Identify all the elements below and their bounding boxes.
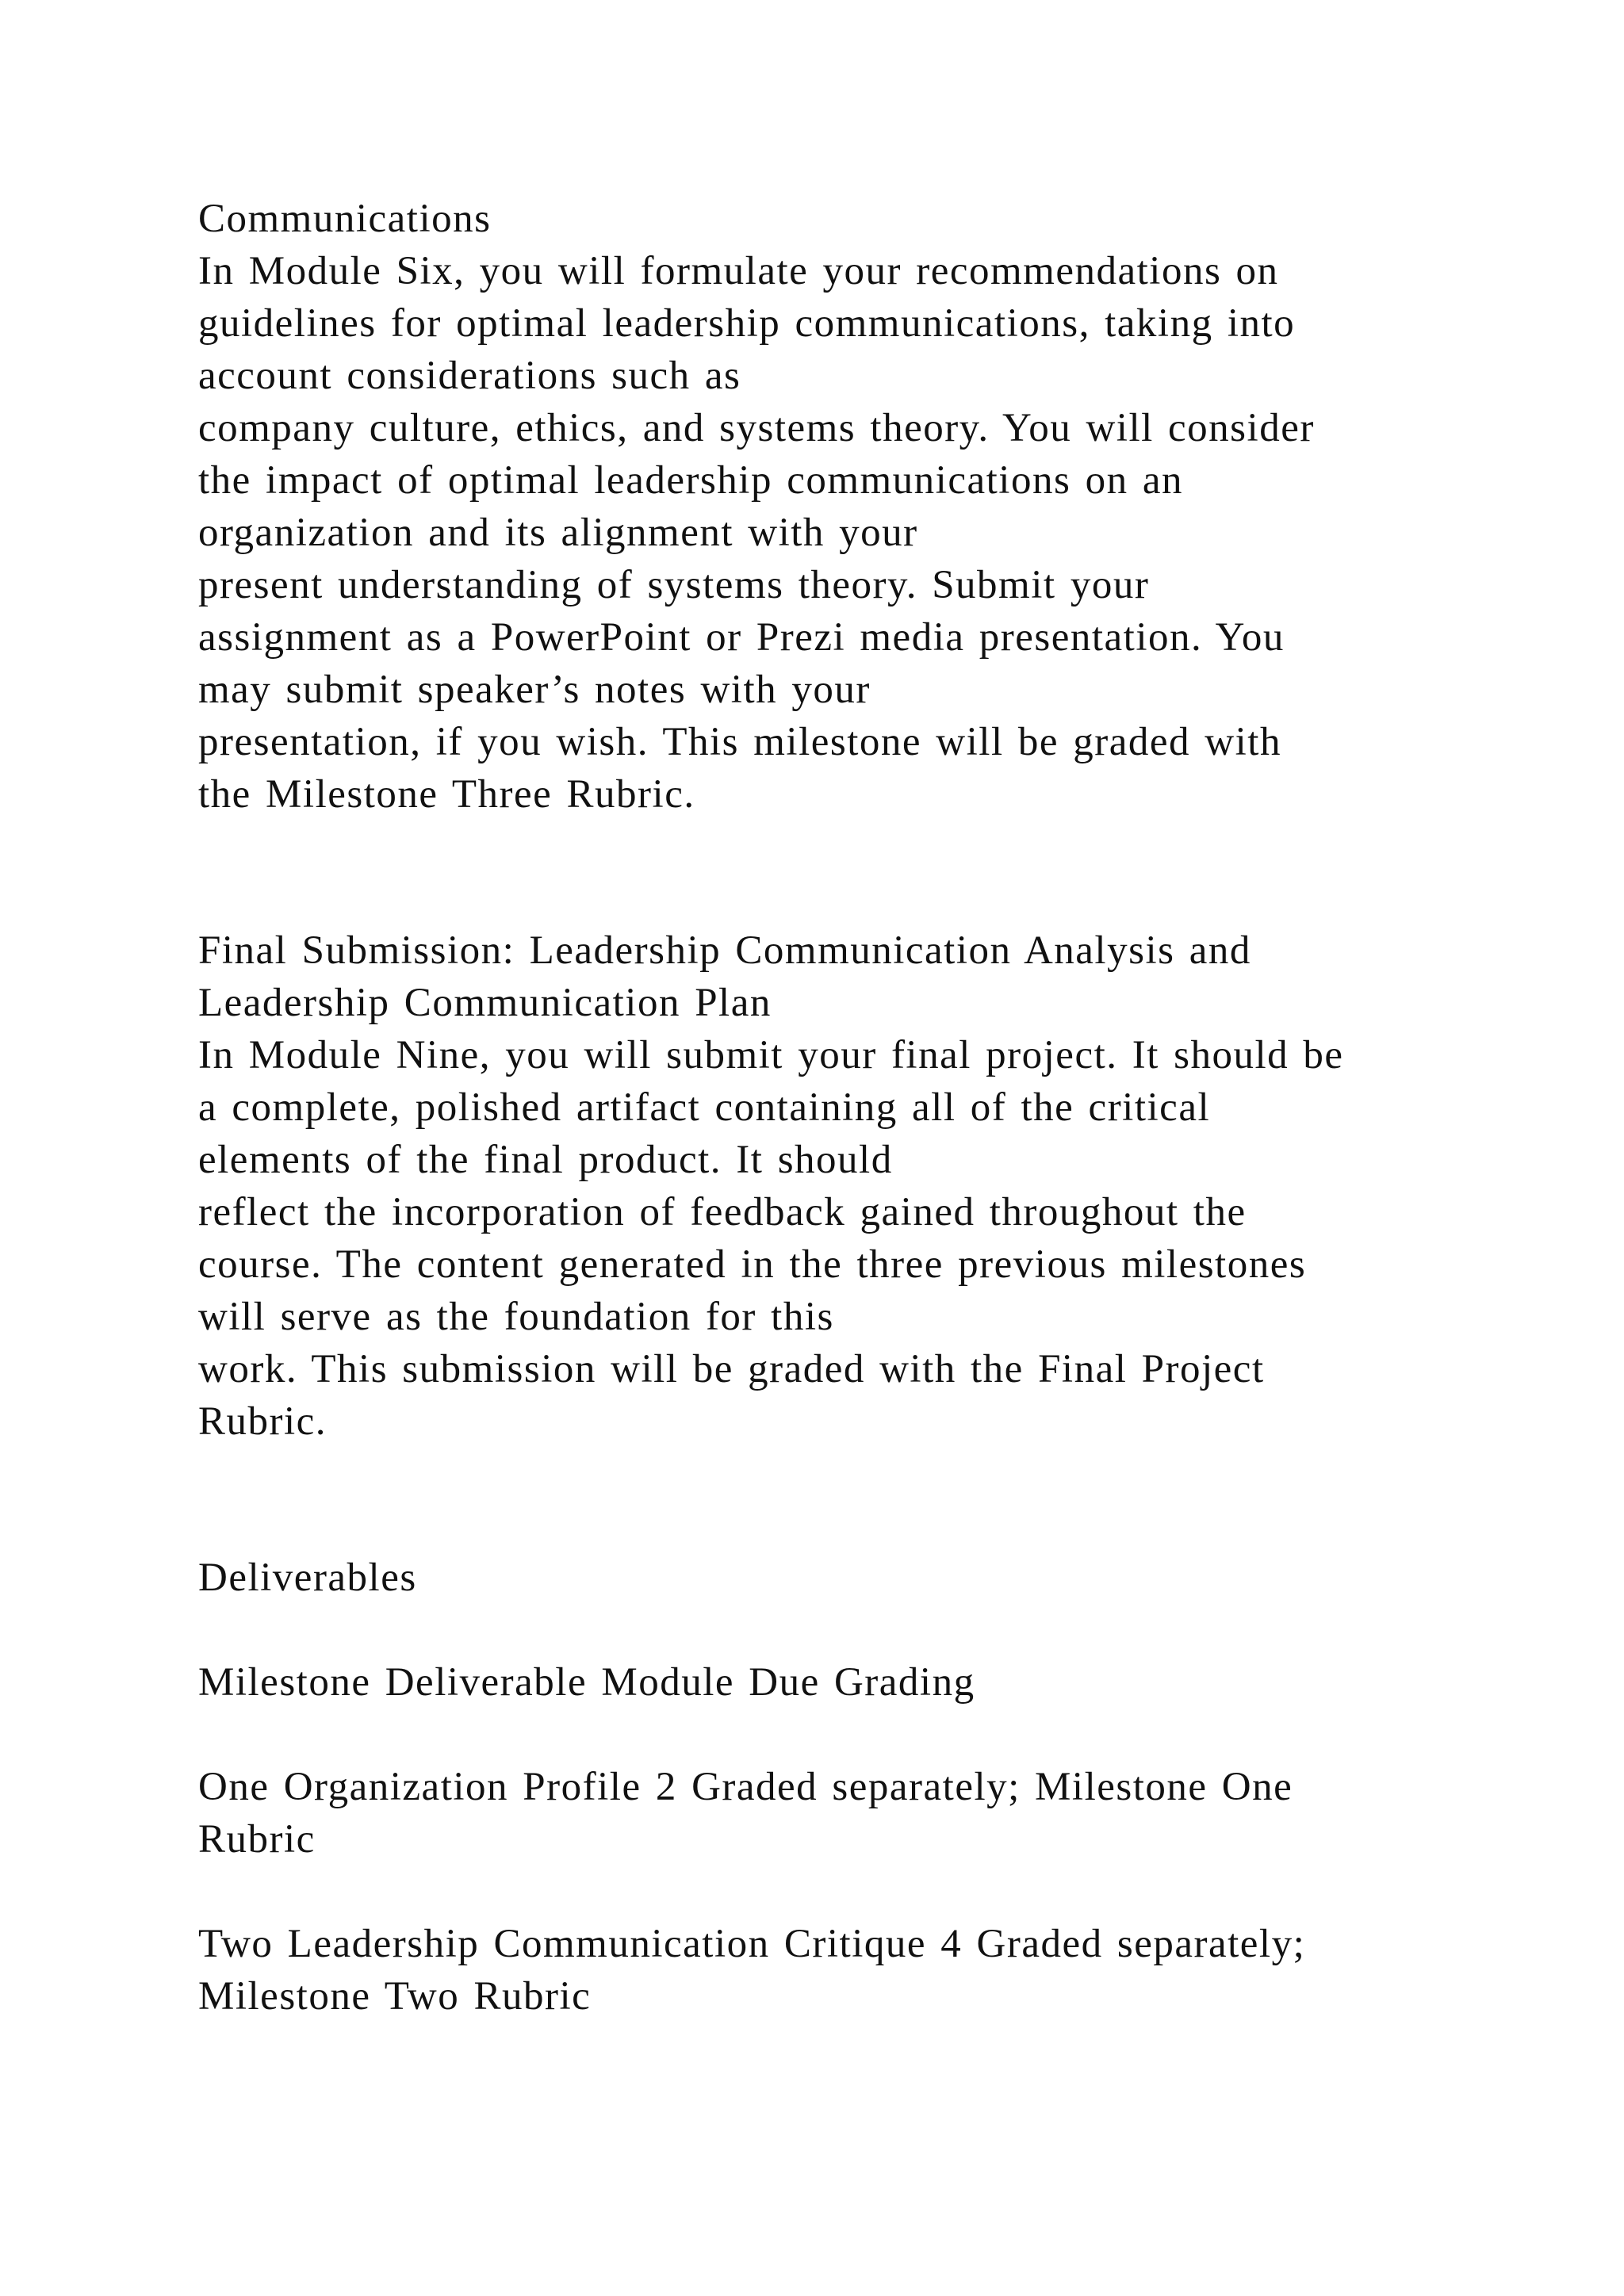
deliverables-row-line: Rubric xyxy=(198,1817,316,1862)
deliverables-row-line: One Organization Profile 2 Graded separately; Milestone One xyxy=(198,1765,1293,1809)
paragraph-line: company culture, ethics, and systems theory. You will consider xyxy=(198,406,1315,450)
section-heading: Communications xyxy=(198,197,492,241)
section-heading: Leadership Communication Plan xyxy=(198,981,772,1025)
deliverables-table-header: Milestone Deliverable Module Due Grading xyxy=(198,1660,975,1705)
final-submission-section xyxy=(198,924,1467,1448)
paragraph-line: organization and its alignment with your xyxy=(198,511,918,555)
section-heading: Final Submission: Leadership Communication Analysis and xyxy=(198,928,1251,973)
paragraph-line: account considerations such as xyxy=(198,354,741,398)
paragraph-line: the Milestone Three Rubric. xyxy=(198,772,695,817)
deliverables-row-line: Milestone Two Rubric xyxy=(198,1974,592,2019)
deliverables-table-header-block xyxy=(198,1656,1467,1709)
deliverables-row-two xyxy=(198,1918,1467,2022)
deliverables-row-line: Two Leadership Communication Critique 4 Graded separately; xyxy=(198,1922,1306,1966)
paragraph-line: In Module Nine, you will submit your final project. It should be xyxy=(198,1033,1344,1077)
paragraph-line: guidelines for optimal leadership communications, taking into xyxy=(198,301,1296,346)
paragraph-line: a complete, polished artifact containing all of the critical xyxy=(198,1085,1211,1130)
paragraph-line: will serve as the foundation for this xyxy=(198,1295,834,1339)
paragraph-line: present understanding of systems theory. Submit your xyxy=(198,563,1150,607)
deliverables-row-one xyxy=(198,1761,1467,1866)
paragraph-line: may submit speaker’s notes with your xyxy=(198,668,871,712)
paragraph-line: assignment as a PowerPoint or Prezi media presentation. You xyxy=(198,615,1285,660)
paragraph-line: In Module Six, you will formulate your recommendations on xyxy=(198,249,1279,293)
paragraph-line: Rubric. xyxy=(198,1399,327,1444)
paragraph-line: reflect the incorporation of feedback gained throughout the xyxy=(198,1190,1247,1234)
paragraph-line: elements of the final product. It should xyxy=(198,1138,893,1182)
deliverables-heading-block xyxy=(198,1552,1467,1604)
paragraph-line: the impact of optimal leadership communications on an xyxy=(198,458,1183,503)
paragraph-line: course. The content generated in the three previous milestones xyxy=(198,1242,1307,1287)
communications-section xyxy=(198,193,1467,821)
paragraph-line: work. This submission will be graded with the Final Project xyxy=(198,1347,1265,1391)
paragraph-line: presentation, if you wish. This milestone will be graded with xyxy=(198,720,1281,764)
deliverables-heading: Deliverables xyxy=(198,1556,417,1600)
